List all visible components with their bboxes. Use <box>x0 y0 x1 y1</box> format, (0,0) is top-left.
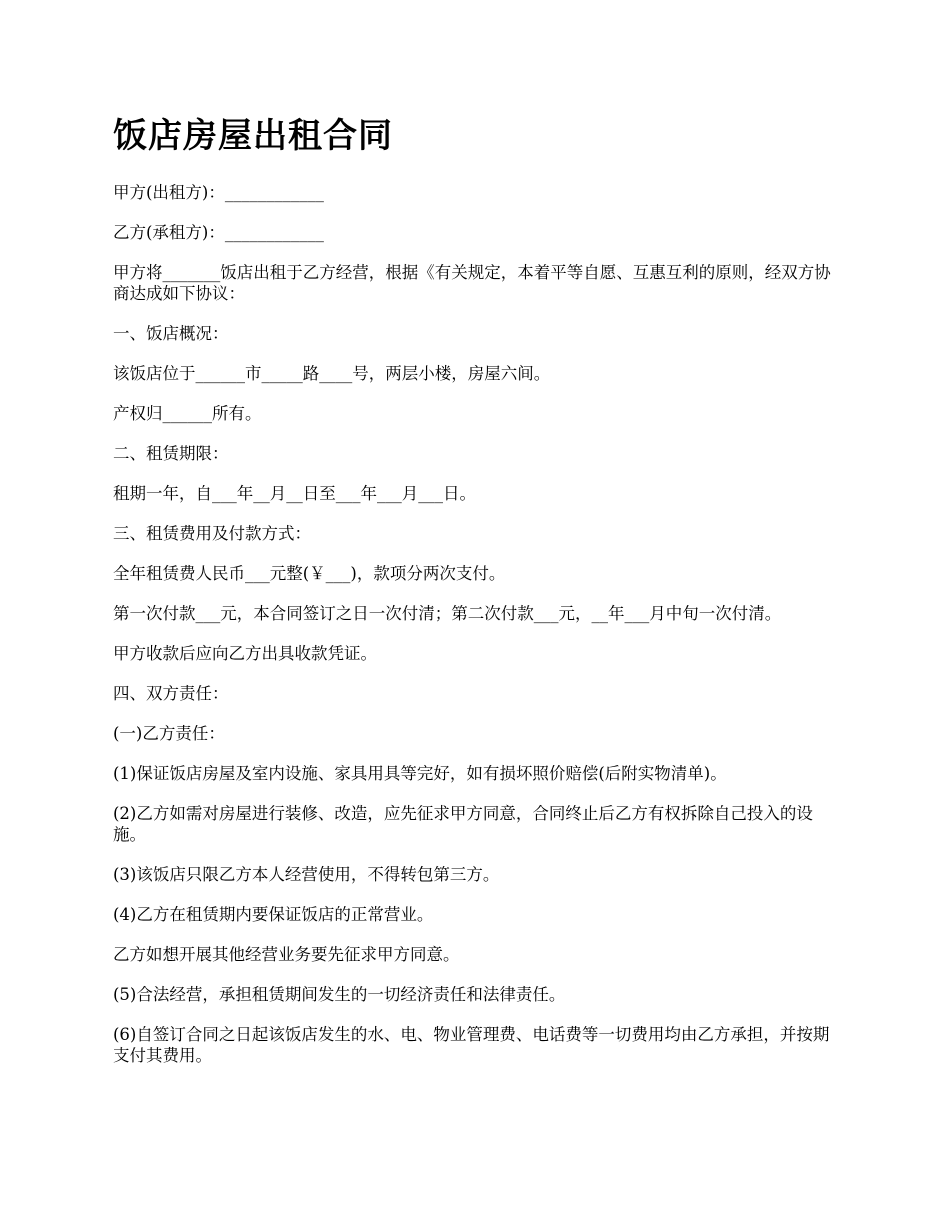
clause-6: (6)自签订合同之日起该饭店发生的水、电、物业管理费、电话费等一切费用均由乙方承担，并按期支付其费用。 <box>113 1025 830 1065</box>
receipt-paragraph: 甲方收款后应向乙方出具收款凭证。 <box>113 644 377 663</box>
clause-1: (1)保证饭店房屋及室内设施、家具用具等完好，如有损坏照价赔偿(后附实物清单)。 <box>113 764 727 783</box>
party-a-line: 甲方(出租方)：____________ <box>113 183 324 202</box>
section-heading-responsibilities: 四、双方责任： <box>113 684 229 703</box>
clause-4-note: 乙方如想开展其他经营业务要先征求甲方同意。 <box>113 945 460 964</box>
installments-paragraph: 第一次付款___元，本合同签订之日一次付清；第二次付款___元，__年___月中旬一次付清。 <box>113 604 782 623</box>
location-paragraph: 该饭店位于______市_____路____号，两层小楼，房屋六间。 <box>113 364 551 383</box>
subsection-heading-party-b: (一)乙方责任： <box>113 724 225 743</box>
clause-3: (3)该饭店只限乙方本人经营使用，不得转包第三方。 <box>113 865 500 884</box>
clause-4: (4)乙方在租赁期内要保证饭店的正常营业。 <box>113 905 434 924</box>
preamble-paragraph: 甲方将_______饭店出租于乙方经营，根据《有关规定，本着平等自愿、互惠互利的原则，经双方协商达成如下协议： <box>113 263 831 303</box>
ownership-paragraph: 产权归______所有。 <box>113 404 262 423</box>
term-paragraph: 租期一年，自___年__月__日至___年___月___日。 <box>113 484 476 503</box>
party-b-line: 乙方(承租方)：____________ <box>113 223 324 242</box>
clause-5: (5)合法经营，承担租赁期间发生的一切经济责任和法律责任。 <box>113 985 566 1004</box>
clause-2: (2)乙方如需对房屋进行装修、改造，应先征求甲方同意，合同终止后乙方有权拆除自己投入的设施。 <box>113 804 813 844</box>
section-heading-term: 二、租赁期限： <box>113 444 229 463</box>
annual-fee-paragraph: 全年租赁费人民币___元整(￥___)，款项分两次支付。 <box>113 564 506 583</box>
section-heading-overview: 一、饭店概况： <box>113 324 229 343</box>
section-heading-payment: 三、租赁费用及付款方式： <box>113 524 311 543</box>
document-title: 饭店房屋出租合同 <box>113 116 393 156</box>
document-page <box>113 112 843 1085</box>
